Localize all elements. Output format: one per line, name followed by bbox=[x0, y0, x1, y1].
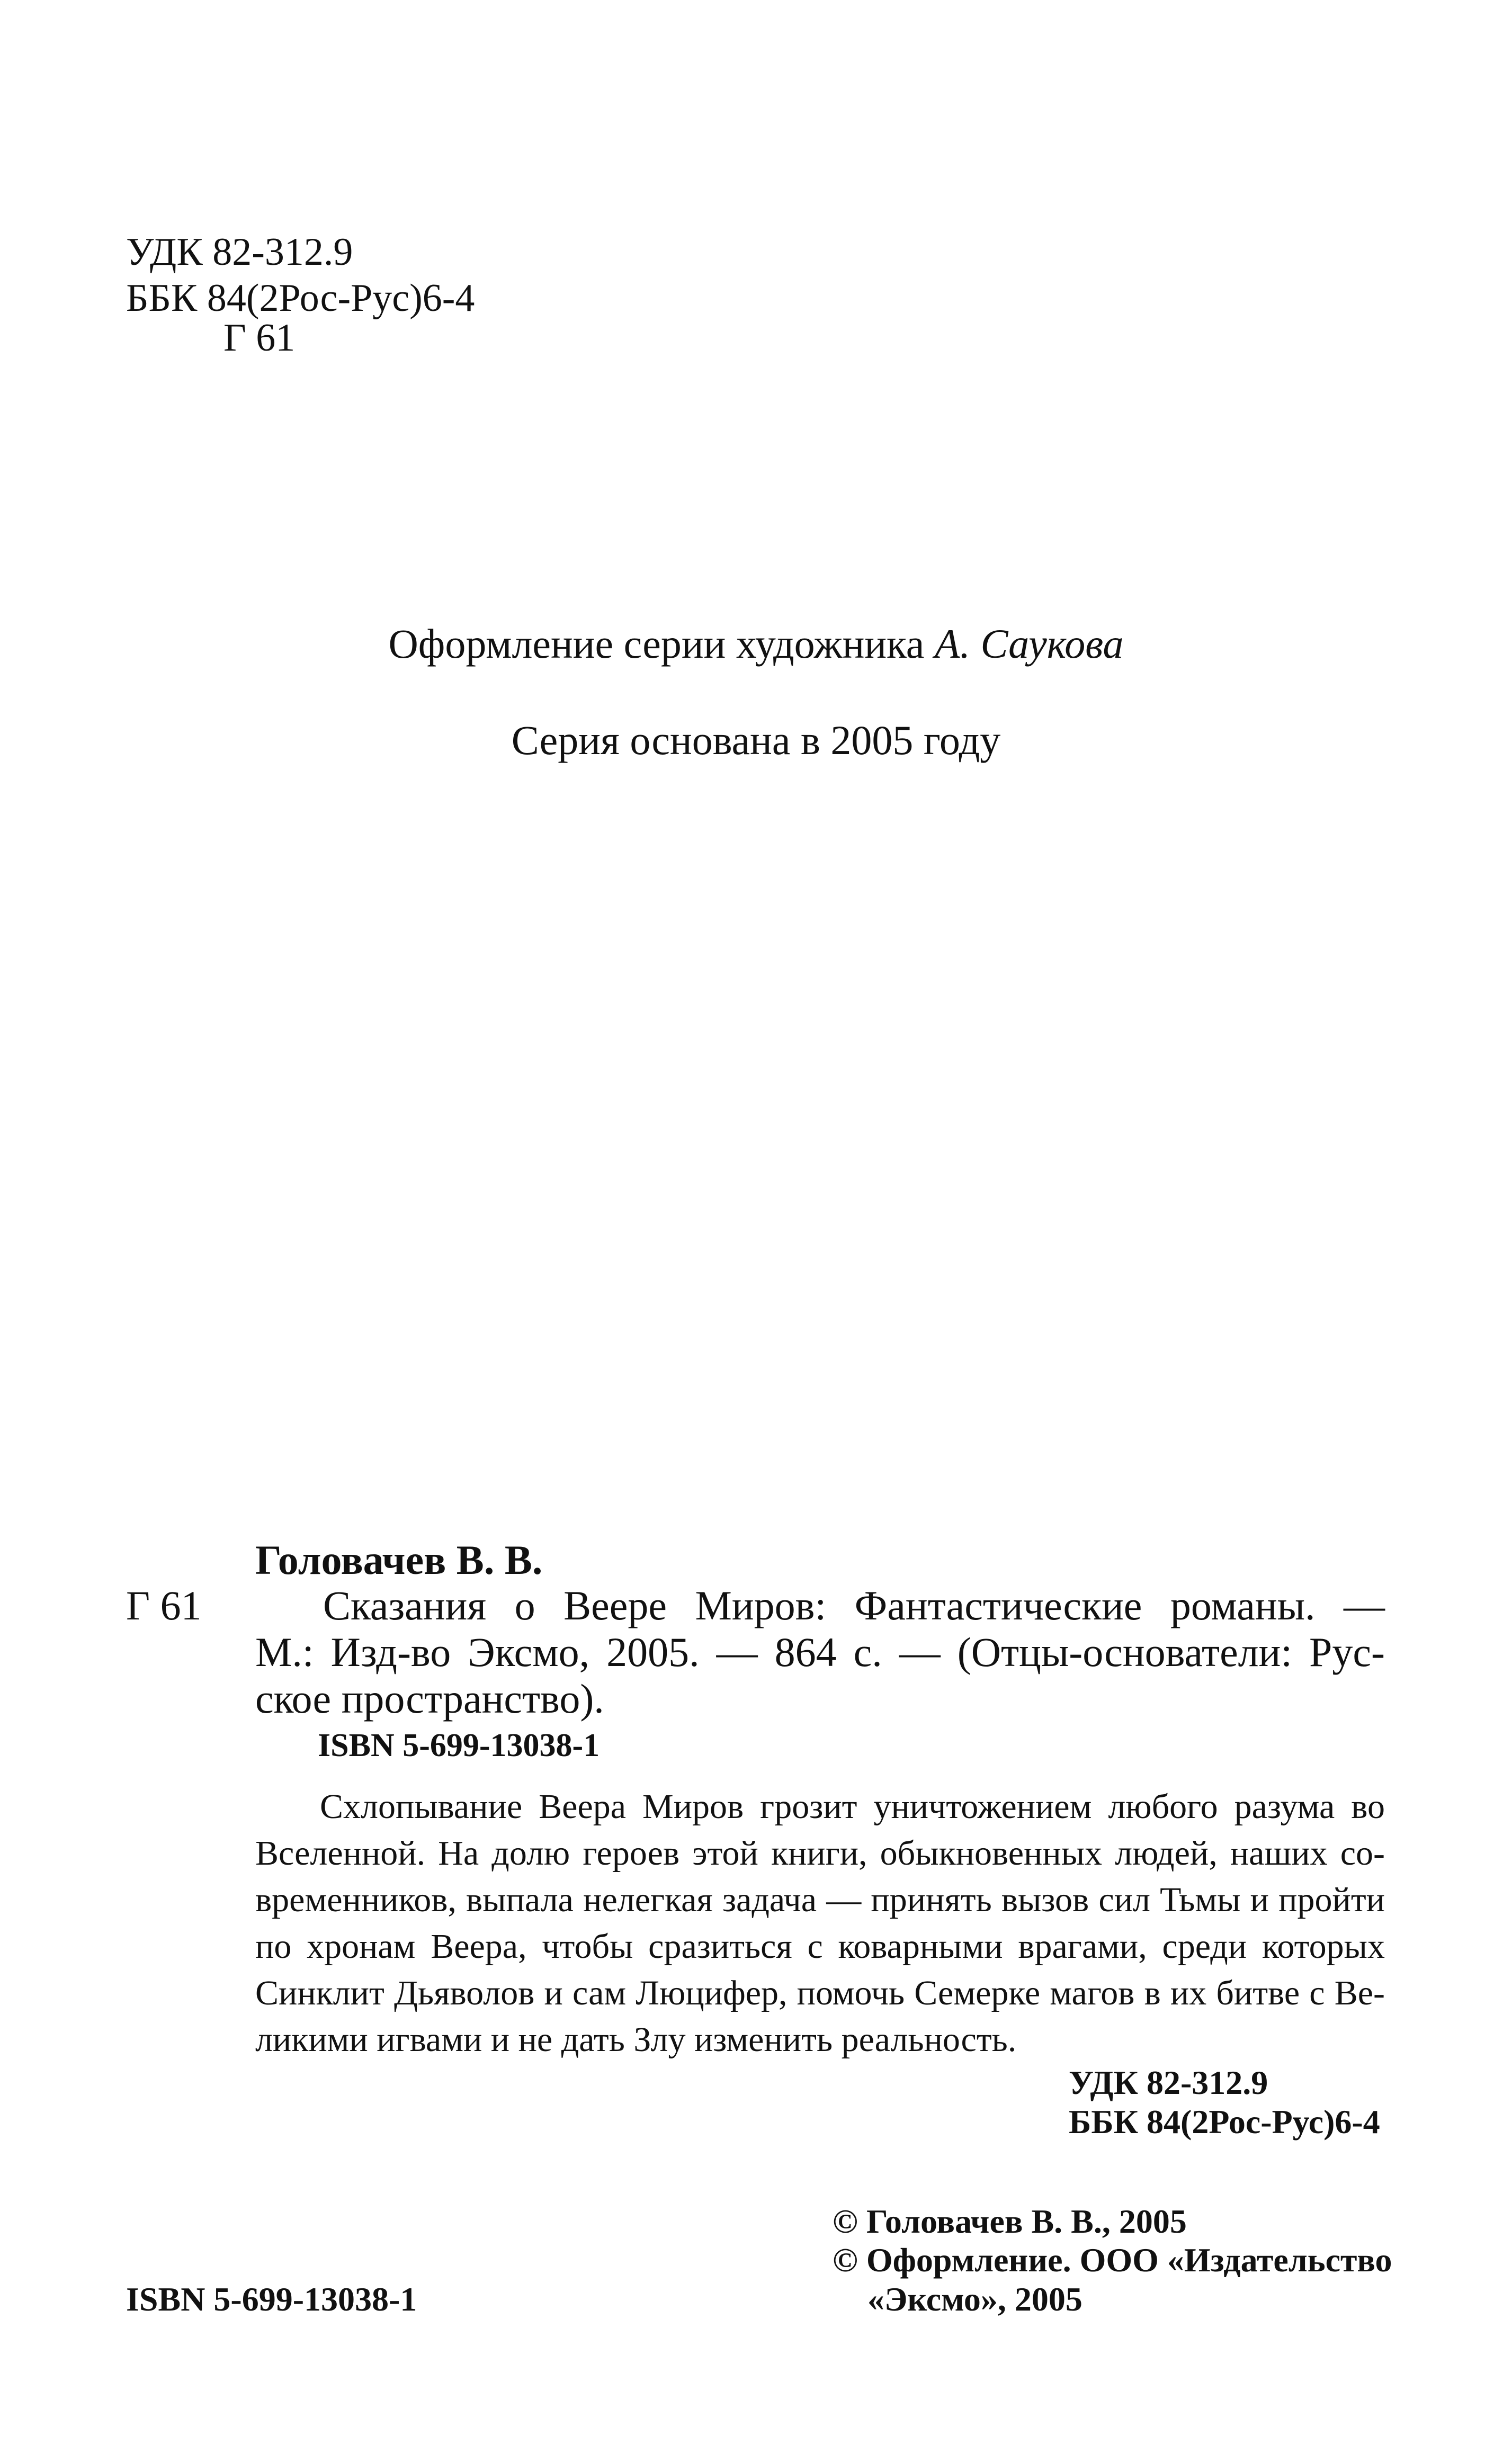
udk-code-top: УДК 82-312.9 bbox=[126, 230, 353, 274]
catalog-isbn: ISBN 5-699-13038-1 bbox=[318, 1727, 600, 1763]
description-line: М.: Изд-во Эксмо, 2005. — 864 с. — (Отцы-основатели: Рус- bbox=[255, 1629, 1385, 1675]
series-founded: Серия основана в 2005 году bbox=[511, 717, 1001, 763]
series-design-credit bbox=[0, 621, 1512, 667]
annotation-line: Синклит Дьяволов и сам Люцифер, помочь Семерке магов в их битве с Ве- bbox=[255, 1974, 1385, 2012]
catalog-author-mark: Г 61 bbox=[126, 1582, 202, 1628]
copyright-author: © Головачев В. В., 2005 bbox=[833, 2203, 1187, 2240]
catalog-author: Головачев В. В. bbox=[255, 1537, 543, 1583]
annotation-line: Схлопывание Веера Миров грозит уничтожением любого разума во bbox=[320, 1787, 1385, 1826]
design-artist: А. Саукова bbox=[934, 621, 1124, 667]
description-line: Сказания о Веере Миров: Фантастические романы. — bbox=[323, 1582, 1385, 1628]
bbk-code-top: ББК 84(2Рос-Рус)6-4 bbox=[126, 276, 475, 320]
description-line: ское пространство). bbox=[255, 1676, 604, 1722]
copyright-publisher: «Эксмо», 2005 bbox=[867, 2280, 1082, 2318]
design-prefix: Оформление серии художника bbox=[388, 621, 925, 667]
footer-isbn: ISBN 5-699-13038-1 bbox=[126, 2280, 417, 2318]
annotation-line: по хронам Веера, чтобы сразиться с коварными врагами, среди которых bbox=[255, 1927, 1385, 1966]
catalog-bbk: ББК 84(2Рос-Рус)6-4 bbox=[1069, 2103, 1380, 2141]
author-mark-top: Г 61 bbox=[223, 316, 296, 360]
catalog-description bbox=[255, 1582, 1385, 1722]
annotation-line: временников, выпала нелегкая задача — принять вызов сил Тьмы и пройти bbox=[255, 1881, 1385, 1919]
copyright-design: © Оформление. ООО «Издательство bbox=[833, 2241, 1392, 2279]
catalog-annotation bbox=[255, 1784, 1385, 2063]
annotation-line: ликими игвами и не дать Злу изменить реальность. bbox=[255, 2020, 1017, 2059]
annotation-line: Вселенной. На долю героев этой книги, обыкновенных людей, наших со- bbox=[255, 1834, 1385, 1873]
catalog-udk: УДК 82-312.9 bbox=[1069, 2064, 1268, 2101]
